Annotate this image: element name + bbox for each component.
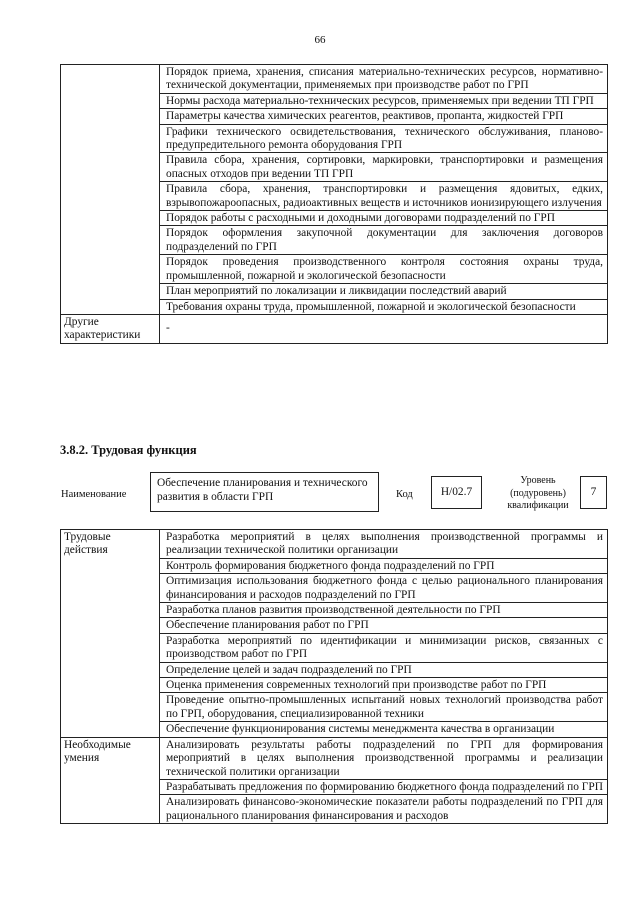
- labor-action-item: Обеспечение планирования работ по ГРП: [160, 618, 608, 633]
- labor-action-item: Разработка мероприятий в целях выполнения производственной программы и реализации технической политики организации: [160, 530, 608, 559]
- knowledge-item: Параметры качества химических реагентов, реактивов, пропанта, жидкостей ГРП: [160, 109, 608, 124]
- knowledge-item: Правила сбора, хранения, сортировки, маркировки, транспортировки и размещения опасных отходов при ведении ТП ГРП: [160, 153, 608, 182]
- code-label: Код: [396, 489, 413, 500]
- labor-action-item: Оптимизация использования бюджетного фонда с целью рационального планирования финансирования и расходов подразделений по ГРП: [160, 574, 608, 603]
- knowledge-item: Требования охраны труда, промышленной, пожарной и экологической безопасности: [160, 299, 608, 314]
- other-characteristics-label: Другие характеристики: [61, 314, 160, 343]
- table-row: [61, 737, 608, 779]
- knowledge-item: Графики технического освидетельствования, технического обслуживания, планово-предупредительного ремонта оборудования ГРП: [160, 124, 608, 153]
- labor-action-item: Оценка применения современных технологий при производстве работ по ГРП: [160, 678, 608, 693]
- skill-item: Анализировать результаты работы подразделений по ГРП для формирования мероприятий в целях выполнения производственной программы и реализации технической политики организации: [160, 737, 608, 779]
- section-title: 3.8.2. Трудовая функция: [60, 443, 197, 457]
- labor-action-item: Проведение опытно-промышленных испытаний новых технологий производства работ по ГРП, оборудования, специализированной техники: [160, 693, 608, 722]
- other-characteristics-value: -: [160, 314, 608, 343]
- knowledge-item: Порядок оформления закупочной документации для заключения договоров подразделений по ГРП: [160, 226, 608, 255]
- knowledge-item: Порядок работы с расходными и доходными договорами подразделений по ГРП: [160, 211, 608, 226]
- skill-item: Анализировать финансово-экономические показатели работы подразделений по ГРП для рационального планирования финансирования и расходов: [160, 795, 608, 824]
- requirements-table: [60, 64, 608, 344]
- labor-action-item: Контроль формирования бюджетного фонда подразделений по ГРП: [160, 558, 608, 573]
- labor-actions-label: Трудовые действия: [61, 530, 160, 738]
- knowledge-item: Порядок приема, хранения, списания материально-технических ресурсов, нормативно-технической документации, применяемых при производстве работ по ГРП: [160, 65, 608, 94]
- knowledge-item: Нормы расхода материально-технических ресурсов, применяемых при ведении ТП ГРП: [160, 93, 608, 108]
- knowledge-item: Порядок проведения производственного контроля состояния охраны труда, промышленной, пожарной и экологической безопасности: [160, 255, 608, 284]
- level-label: Уровень (подуровень) квалификации: [507, 475, 569, 511]
- knowledge-item: Правила сбора, хранения, транспортировки и размещения ядовитых, едких, взрывопожароопасных, радиоактивных веществ и источников ионизирующего излучения: [160, 182, 608, 211]
- knowledge-item: План мероприятий по локализации и ликвидации последствий аварий: [160, 284, 608, 299]
- labor-action-item: Обеспечение функционирования системы менеджмента качества в организации: [160, 722, 608, 737]
- labor-action-item: Разработка планов развития производственной деятельности по ГРП: [160, 603, 608, 618]
- required-skills-label: Необходимые умения: [61, 737, 160, 823]
- page-number: 66: [314, 34, 326, 46]
- label-cell-empty: [61, 65, 160, 315]
- table-row: [61, 314, 608, 343]
- labor-action-item: Разработка мероприятий по идентификации и минимизации рисков, связанных с производством работ по ГРП: [160, 633, 608, 662]
- level-value-box: 7: [580, 476, 607, 509]
- function-code-box: H/02.7: [431, 476, 482, 509]
- table-row: [61, 530, 608, 559]
- skill-item: Разрабатывать предложения по формированию бюджетного фонда подразделений по ГРП: [160, 779, 608, 794]
- labor-action-item: Определение целей и задач подразделений по ГРП: [160, 662, 608, 677]
- table-row: [61, 65, 608, 94]
- name-label: Наименование: [61, 489, 127, 500]
- labor-function-table: [60, 529, 608, 824]
- function-name-box: Обеспечение планирования и технического развития в области ГРП: [150, 472, 379, 512]
